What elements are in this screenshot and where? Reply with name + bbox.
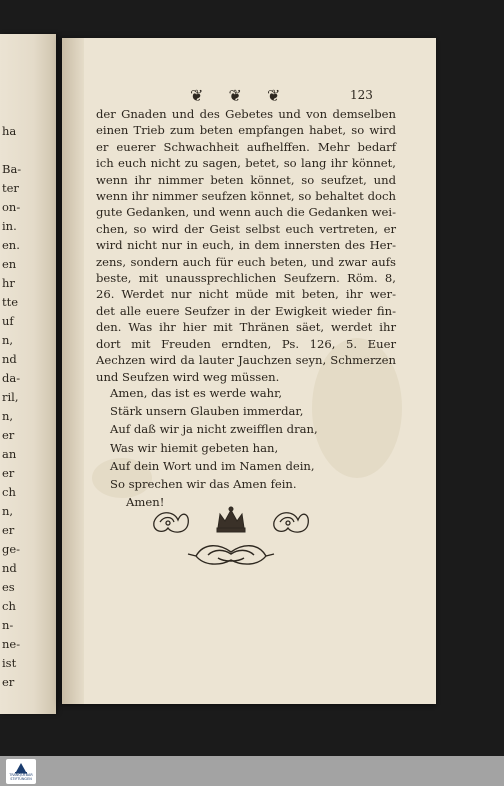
left-page-edge bbox=[0, 34, 56, 714]
header-ornament: ❦ ❦ ❦ bbox=[190, 86, 291, 105]
left-page-fragment: n, bbox=[2, 504, 14, 518]
library-logo bbox=[6, 759, 36, 784]
left-page-fragment: n, bbox=[2, 409, 14, 423]
text-line: wenn ihr nimmer beten könnet, so seufzet, und bbox=[96, 172, 396, 187]
page-number: 123 bbox=[350, 88, 373, 102]
text-line: zens, sondern auch für euch beten, und zwar aufs bbox=[96, 254, 396, 269]
text-line: ich euch nicht zu sagen, betet, so lang ihr könnet, bbox=[96, 156, 396, 171]
closing-verse bbox=[110, 384, 318, 511]
left-flourish-icon bbox=[154, 513, 189, 532]
page-gutter bbox=[62, 38, 84, 704]
verse-line: Auf dein Wort und im Namen dein, bbox=[110, 458, 315, 473]
text-line: und Seufzen wird weg müssen. bbox=[96, 369, 280, 384]
verse-line: Amen! bbox=[126, 495, 165, 510]
text-line: wenn ihr nimmer seufzen könnet, so behaltet doch bbox=[96, 189, 396, 204]
left-page-fragment: da- bbox=[2, 371, 21, 385]
left-page-text-fragments bbox=[0, 34, 56, 714]
left-page-fragment: er bbox=[2, 428, 15, 442]
footer-bar bbox=[0, 756, 504, 786]
left-page-fragment: ist bbox=[2, 656, 17, 670]
left-page-fragment: ha bbox=[2, 124, 17, 138]
verse-line: Auf daß wir ja nicht zweifflen dran, bbox=[110, 422, 318, 437]
text-line: der Gnaden und des Gebetes und von demselben bbox=[96, 107, 396, 121]
left-page-fragment: Ba- bbox=[2, 162, 22, 176]
text-line: wird nicht nur in euch, in dem innersten des Her- bbox=[96, 238, 396, 253]
verse-line: Was wir hiemit gebeten han, bbox=[110, 440, 279, 455]
left-page-fragment: tte bbox=[2, 295, 19, 309]
verse-line: So sprechen wir das Amen fein. bbox=[110, 477, 297, 492]
text-line: gute Gedanken, und wenn auch die Gedanken wei- bbox=[96, 205, 396, 220]
text-line: den. Was ihr hier mit Thränen säet, werdet ihr bbox=[96, 320, 396, 335]
text-line: einen Trieb zum beten empfangen habet, so wird bbox=[96, 123, 396, 138]
crown-icon bbox=[217, 507, 245, 532]
left-page-fragment: n- bbox=[2, 618, 14, 632]
left-page-fragment: nd bbox=[2, 561, 17, 575]
left-page-fragment: uf bbox=[2, 314, 14, 328]
left-page-fragment: an bbox=[2, 447, 17, 461]
text-line: det alle euere Seufzer in der Ewigkeit wieder fin- bbox=[96, 303, 396, 318]
text-line: 26. Werdet nur nicht müde mit beten, ihr wer- bbox=[96, 287, 396, 302]
verse-line: Stärk unsern Glauben immerdar, bbox=[110, 404, 304, 419]
text-line: Aechzen wird da lauter Jauchzen seyn, Schmerzen bbox=[96, 353, 396, 368]
monogram-cartouche-icon bbox=[188, 546, 274, 564]
end-vignette bbox=[148, 504, 314, 570]
verse-line: Amen, das ist es werde wahr, bbox=[110, 386, 283, 400]
left-page-fragment: on- bbox=[2, 200, 21, 214]
left-page-fragment: n, bbox=[2, 333, 14, 347]
left-page-fragment: ch bbox=[2, 599, 16, 613]
left-page-fragment: ne- bbox=[2, 637, 21, 651]
left-page-fragment: en bbox=[2, 257, 17, 271]
left-page-fragment: es bbox=[2, 580, 15, 594]
left-page-fragment: er bbox=[2, 675, 15, 689]
text-line: er euerer Schwachheit aufhelffen. Mehr bedarf bbox=[96, 139, 396, 154]
left-page-fragment: ge- bbox=[2, 542, 21, 556]
left-page-fragment: en. bbox=[2, 238, 20, 252]
left-page-fragment: er bbox=[2, 466, 15, 480]
left-page-fragment: ch bbox=[2, 485, 16, 499]
left-page-fragment: er bbox=[2, 523, 15, 537]
right-flourish-icon bbox=[274, 513, 309, 532]
left-page-fragment: nd bbox=[2, 352, 17, 366]
text-line: dort mit Freuden erndten, Ps. 126, 5. Euer bbox=[96, 336, 396, 351]
left-page-fragment: ril, bbox=[2, 390, 19, 404]
text-line: chen, so wird der Geist selbst euch vertreten, er bbox=[96, 221, 396, 236]
logo-text: TRANQUEBAR STIFTUNGEN bbox=[9, 773, 33, 781]
main-page bbox=[62, 38, 436, 704]
text-line: beste, mit unaussprechlichen Seufzern. Röm. 8, bbox=[96, 271, 396, 286]
left-page-fragment: ter bbox=[2, 181, 19, 195]
left-page-fragment: in. bbox=[2, 219, 17, 233]
left-page-fragment: hr bbox=[2, 276, 15, 290]
body-text bbox=[96, 106, 396, 385]
